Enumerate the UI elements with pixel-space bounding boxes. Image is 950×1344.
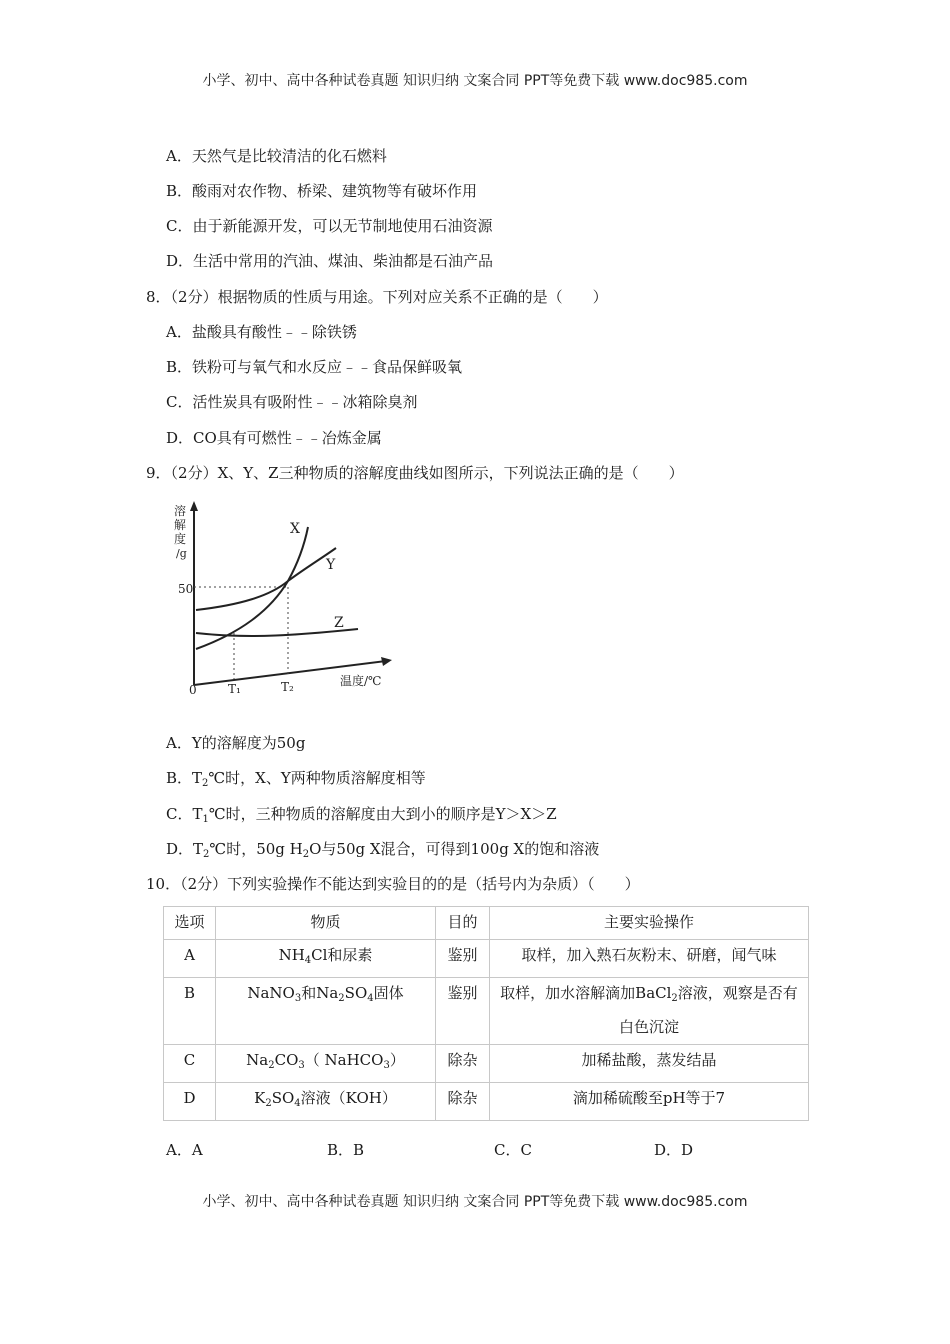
q8-stem: 8．（2分）根据物质的性质与用途。下列对应关系不正确的是（ ） xyxy=(146,288,608,306)
header-operation: 主要实验操作 xyxy=(490,907,809,940)
q10-answer-a: A．A xyxy=(166,1141,203,1159)
row-a-operation: 取样，加入熟石灰粉末、研磨，闻气味 xyxy=(490,940,809,978)
table-row xyxy=(164,978,809,1045)
y-axis-label-4: /g xyxy=(176,547,187,560)
q8-option-b: B．铁粉可与氧气和水反应﹣﹣食品保鲜吸氧 xyxy=(166,358,463,376)
header-option: 选项 xyxy=(164,907,216,940)
row-c-option: C xyxy=(164,1045,216,1083)
q10-answer-c: C．C xyxy=(494,1141,532,1159)
header-substance: 物质 xyxy=(216,907,436,940)
q8-option-a: A．盐酸具有酸性﹣﹣除铁锈 xyxy=(166,323,357,341)
q10-table xyxy=(163,906,809,1121)
row-c-operation: 加稀盐酸，蒸发结晶 xyxy=(490,1045,809,1083)
row-b-option: B xyxy=(164,978,216,1045)
q9-option-a: A．Y的溶解度为50g xyxy=(166,734,306,752)
q9-option-b: B．$T_2℃$时，X、Y两种物质溶解度相等 xyxy=(166,769,426,789)
row-a-substance: $NH_4Cl$和尿素 xyxy=(216,940,436,978)
row-d-option: D xyxy=(164,1083,216,1121)
table-row xyxy=(164,940,809,978)
row-c-goal: 除杂 xyxy=(436,1045,490,1083)
label-x: X xyxy=(290,521,300,537)
row-b-operation: 取样，加水溶解滴加BaCl$_2$溶液，观察是否有 白色沉淀 xyxy=(490,978,809,1045)
curve-y xyxy=(196,548,336,610)
q8-option-c: C．活性炭具有吸附性﹣﹣冰箱除臭剂 xyxy=(166,393,418,411)
row-b-operation-2: 白色沉淀 xyxy=(618,1018,679,1036)
q10-stem: 10．（2分）下列实验操作不能达到实验目的的是（括号内为杂质）（ ） xyxy=(146,875,640,893)
label-y: Y xyxy=(326,557,336,573)
q9-stem: 9．（2分）X、Y、Z三种物质的溶解度曲线如图所示，下列说法正确的是（ ） xyxy=(146,464,684,482)
x-axis-arrow xyxy=(381,657,392,666)
curve-x xyxy=(196,527,308,649)
solubility-chart xyxy=(174,493,400,698)
label-z: Z xyxy=(334,615,344,631)
page-header: 小学、初中、高中各种试卷真题 知识归纳 文案合同 PPT等免费下载 www.doc985.com xyxy=(202,73,748,89)
q10-answer-d: D．D xyxy=(654,1141,694,1159)
y-axis-label: 溶 xyxy=(174,504,187,518)
table-row xyxy=(164,1045,809,1083)
q7-option-a: A．天然气是比较清洁的化石燃料 xyxy=(166,147,387,165)
row-a-option: A xyxy=(164,940,216,978)
table-header-row xyxy=(164,907,809,940)
row-d-goal: 除杂 xyxy=(436,1083,490,1121)
row-b-substance: NaNO$_3$和$Na_2SO_4$固体 xyxy=(216,978,436,1045)
row-a-goal: 鉴别 xyxy=(436,940,490,978)
row-c-substance: $Na_2CO_3$（ NaHCO$_3$） xyxy=(216,1045,436,1083)
y-axis-label-2: 解 xyxy=(174,518,187,532)
x-axis-label: 温度/℃ xyxy=(340,674,382,688)
tick-0: 0 xyxy=(189,683,197,697)
page-footer: 小学、初中、高中各种试卷真题 知识归纳 文案合同 PPT等免费下载 www.doc985.com xyxy=(202,1194,748,1210)
y-axis-label-3: 度 xyxy=(174,532,187,546)
tick-50: 50 xyxy=(178,582,194,596)
q7-option-d: D．生活中常用的汽油、煤油、柴油都是石油产品 xyxy=(166,252,494,270)
tick-t1: T₁ xyxy=(228,682,241,696)
row-d-operation: 滴加稀硫酸至pH等于7 xyxy=(490,1083,809,1121)
q10-answer-b: B．B xyxy=(327,1141,365,1159)
q9-option-d: D．$T_2℃$时，50g $H_2O$与50g X混合，可得到100g X的饱和溶液 xyxy=(166,840,600,860)
q7-option-b: B．酸雨对农作物、桥梁、建筑物等有破坏作用 xyxy=(166,182,478,200)
header-goal: 目的 xyxy=(436,907,490,940)
q7-option-c: C．由于新能源开发，可以无节制地使用石油资源 xyxy=(166,217,493,235)
row-b-goal: 鉴别 xyxy=(436,978,490,1045)
tick-t2: T₂ xyxy=(281,680,294,694)
q9-option-c: C．$T_1℃$时，三种物质的溶解度由大到小的顺序是Y＞X＞Z xyxy=(166,805,557,825)
q8-option-d: D．CO具有可燃性﹣﹣冶炼金属 xyxy=(166,429,382,447)
y-axis-arrow xyxy=(190,501,198,511)
table-row xyxy=(164,1083,809,1121)
row-d-substance: $K_2SO_4$溶液（KOH） xyxy=(216,1083,436,1121)
